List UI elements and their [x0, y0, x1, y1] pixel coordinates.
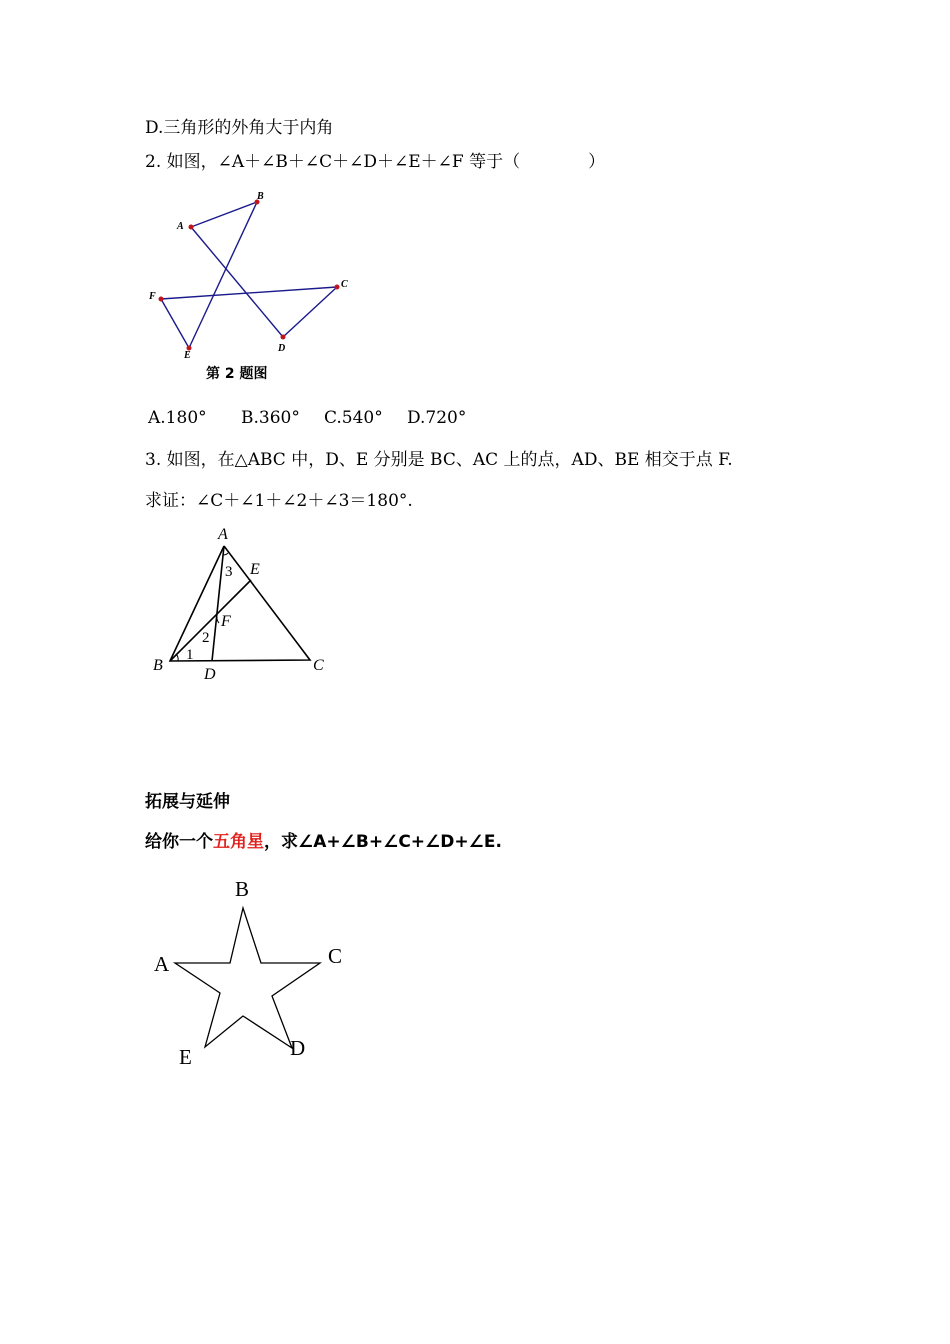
- q3-point-f: F: [221, 613, 231, 630]
- q1-option-d: D.三角形的外角大于内角: [145, 118, 334, 138]
- q2-point-b: B: [257, 191, 264, 202]
- q3-angle-3: 3: [225, 564, 233, 580]
- q2-point-e: E: [184, 350, 191, 361]
- q3-point-a: A: [218, 526, 228, 543]
- q2-option-a[interactable]: A.180°: [148, 408, 207, 428]
- q3-angle-1: 1: [186, 647, 194, 663]
- q3-point-c: C: [313, 657, 324, 674]
- star-point-a: A: [154, 952, 170, 976]
- q3-point-d: D: [204, 666, 216, 683]
- q2-figure-lines: [161, 202, 337, 348]
- q2-option-b[interactable]: B.360°: [241, 408, 300, 428]
- q3-point-e: E: [250, 561, 260, 578]
- q3-angle-2-arc: [217, 617, 219, 623]
- q2-point-c: C: [341, 279, 348, 290]
- q3-triangle: [170, 546, 310, 661]
- q2-options: [148, 408, 466, 428]
- star-outline: [175, 908, 320, 1048]
- q2-option-d[interactable]: D.720°: [407, 408, 467, 428]
- q2-option-c[interactable]: C.540°: [324, 408, 383, 428]
- q3-angle-2: 2: [202, 630, 210, 646]
- star-point-e: E: [179, 1045, 192, 1069]
- q2-figure-caption: 第 2 题图: [206, 366, 268, 382]
- q2-figure: [140, 185, 370, 390]
- q3-figure: [140, 522, 340, 687]
- star-point-d: D: [290, 1036, 306, 1060]
- q2-figure-points: [159, 200, 340, 351]
- q2-stem: 2. 如图，∠A＋∠B＋∠C＋∠D＋∠E＋∠F 等于（ ）: [145, 152, 606, 172]
- extension-task-suffix: ，求∠A+∠B+∠C+∠D+∠E.: [264, 832, 502, 852]
- extension-task-prefix: 给你一个: [145, 832, 213, 852]
- q3-angle-1-arc: [176, 654, 178, 661]
- q2-point-f: F: [149, 291, 156, 302]
- q3-point-b: B: [153, 657, 163, 674]
- star-point-c: C: [328, 944, 343, 968]
- extension-task: [145, 831, 502, 853]
- q3-prove: 求证：∠C＋∠1＋∠2＋∠3＝180°.: [145, 491, 413, 511]
- star-point-b: B: [235, 877, 250, 901]
- q2-point-d: D: [278, 343, 286, 354]
- q3-segment-ad: [212, 546, 224, 661]
- extension-task-highlight: 五角星: [213, 832, 264, 852]
- q2-point-a: A: [177, 221, 184, 232]
- extension-heading: 拓展与延伸: [145, 792, 230, 812]
- q3-segment-be: [170, 580, 251, 661]
- star-figure: [148, 872, 358, 1072]
- q3-stem: 3. 如图，在△ABC 中，D、E 分别是 BC、AC 上的点，AD、BE 相交于点 F.: [145, 450, 733, 470]
